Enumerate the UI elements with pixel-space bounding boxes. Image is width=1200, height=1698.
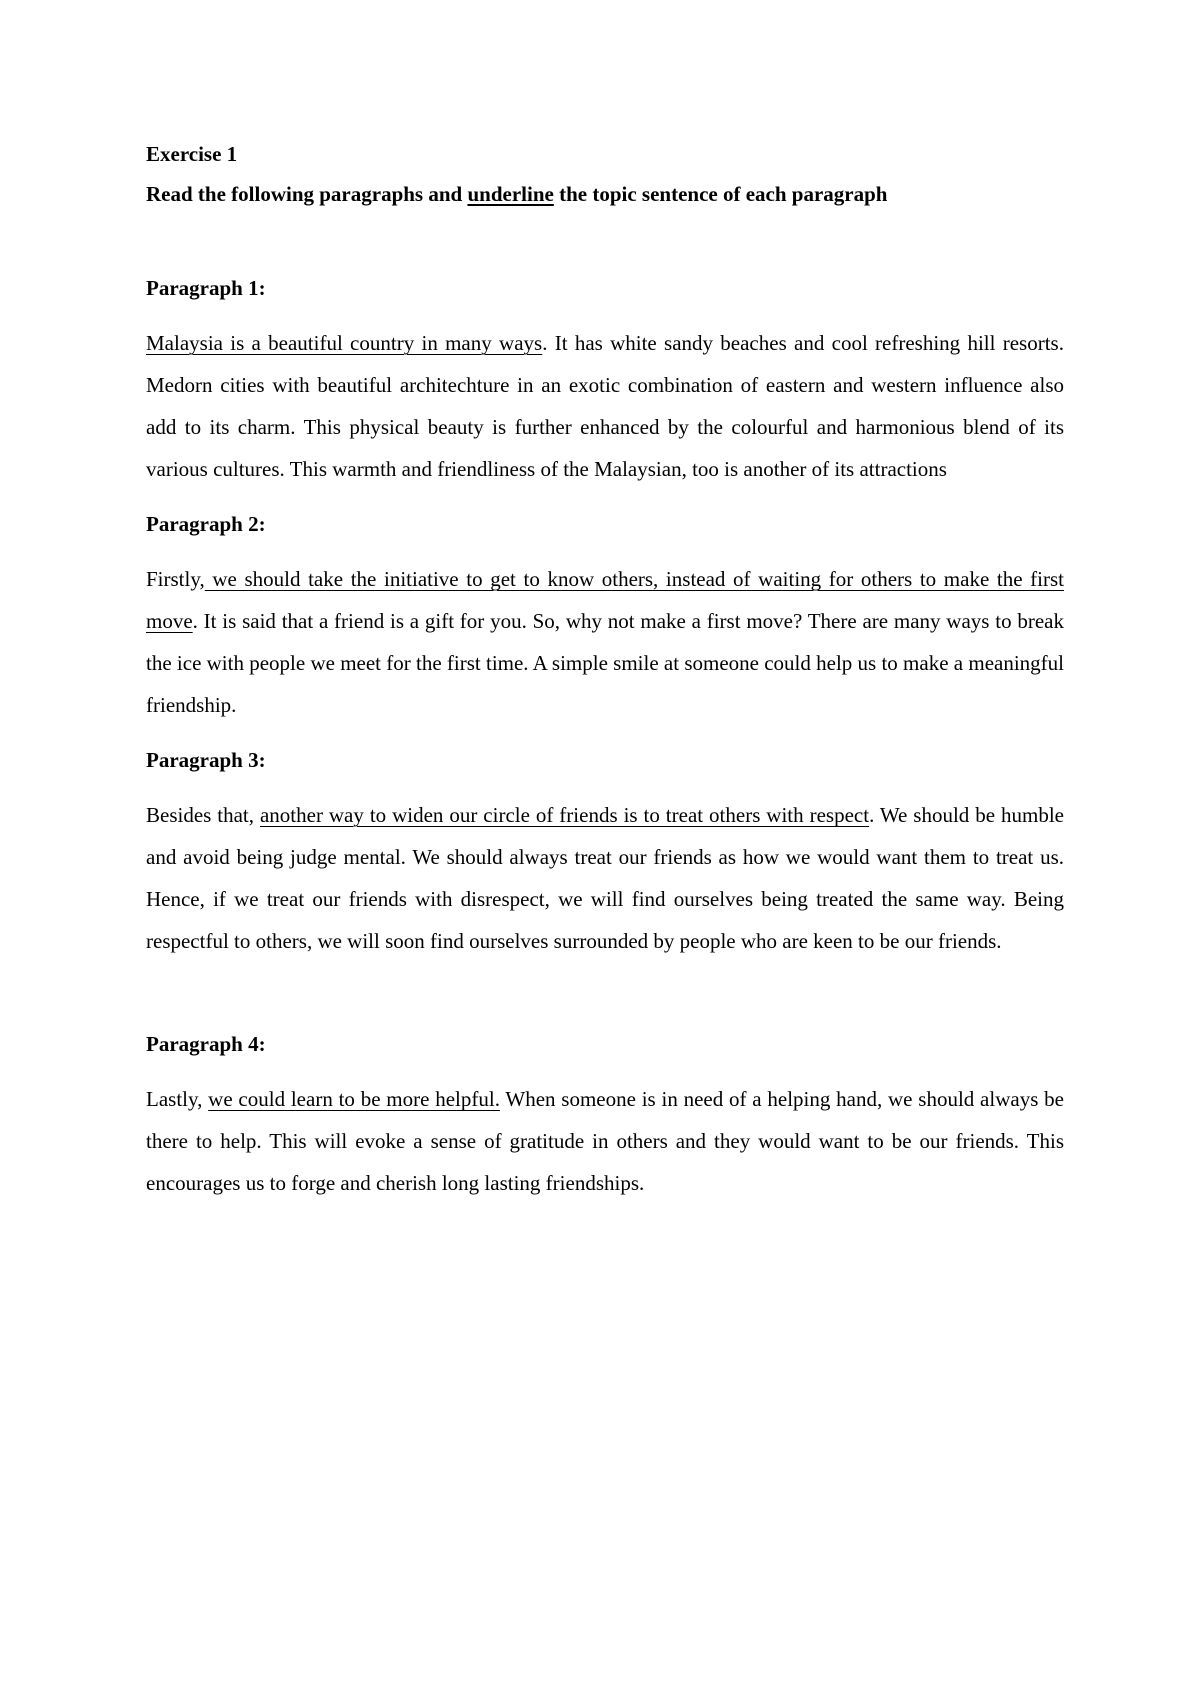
exercise-title: Exercise 1	[146, 142, 238, 166]
paragraph-1-rest: . It has white sandy beaches and cool refreshing hill resorts. Medorn cities with beautiful architechture in an exotic combination of eastern and western influence also add to its charm. This physical beauty is further enhanced by the colourful and harmonious blend of its various cultures. This warmth and friendliness of the Malaysian, too is another of its attractions	[146, 331, 1064, 481]
paragraph-2-rest: . It is said that a friend is a gift for you. So, why not make a first move? There are many ways to break the ice with people we meet for the first time. A simple smile at someone could help us to make a meaningful friendship.	[146, 609, 1064, 717]
exercise-instruction	[146, 182, 1064, 206]
paragraph-1-heading: Paragraph 1:	[146, 276, 266, 300]
paragraph-3-prefix: Besides that,	[146, 803, 260, 827]
paragraph-3-rest: . We should be humble and avoid being judge mental. We should always treat our friends as how we would want them to treat us. Hence, if we treat our friends with disrespect, we will find ourselves being treated the same way. Being respectful to others, we will soon find ourselves surrounded by people who are keen to be our friends.	[146, 803, 1064, 953]
paragraph-2-prefix: Firstly,	[146, 567, 205, 591]
instruction-text-start: Read the following paragraphs and	[146, 182, 468, 206]
paragraph-4-topic-sentence: we could learn to be more helpful.	[208, 1087, 500, 1111]
paragraph-4-body	[146, 1078, 1064, 1204]
instruction-text-end: the topic sentence of each paragraph	[553, 182, 888, 206]
paragraph-3-heading: Paragraph 3:	[146, 748, 266, 772]
instruction-underlined-word: underline	[467, 182, 554, 206]
paragraph-4-rest: When someone is in need of a helping hand, we should always be there to help. This will evoke a sense of gratitude in others and they would want to be our friends. This encourages us to forge and cherish long lasting friendships.	[146, 1087, 1064, 1195]
paragraph-2-topic-sentence: we should take the initiative to get to know others, instead of waiting for others to make the first move	[146, 567, 1064, 633]
paragraph-2-body	[146, 558, 1064, 726]
paragraph-4-prefix: Lastly,	[146, 1087, 209, 1111]
paragraph-1-topic-sentence: Malaysia is a beautiful country in many ways	[146, 331, 543, 355]
document-page	[146, 142, 1064, 1204]
paragraph-2-heading: Paragraph 2:	[146, 512, 266, 536]
paragraph-3-body	[146, 794, 1064, 962]
paragraph-4-heading: Paragraph 4:	[146, 1032, 266, 1056]
paragraph-3-topic-sentence: another way to widen our circle of friends is to treat others with respect	[259, 803, 870, 827]
paragraph-1-body	[146, 322, 1064, 490]
